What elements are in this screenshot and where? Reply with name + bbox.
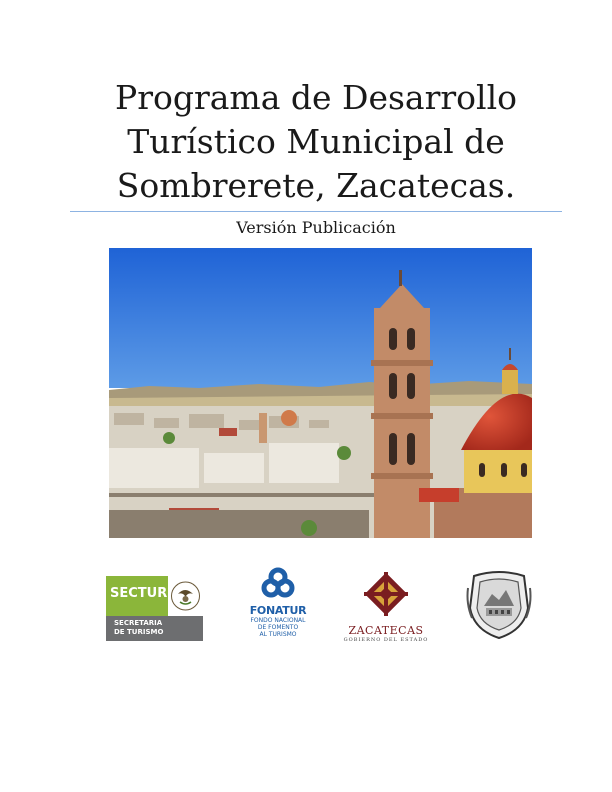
document-subtitle: Versión Publicación <box>236 218 396 237</box>
zacatecas-emblem-icon <box>363 570 409 618</box>
zacatecas-wordmark: ZACATECAS <box>348 624 424 637</box>
fonatur-logo: FONATUR FONDO NACIONAL DE FOMENTO AL TURISMO <box>243 566 313 644</box>
municipal-seal-icon <box>464 568 534 640</box>
sectur-caption: SECRETARIA DE TURISMO <box>106 616 203 641</box>
title-divider <box>70 211 562 212</box>
zacatecas-logo <box>340 570 432 642</box>
fonatur-wordmark: FONATUR <box>249 604 307 617</box>
title-line-1: Programa de Desarrollo <box>114 78 517 117</box>
document-title <box>70 76 562 208</box>
title-line-3: Sombrerete, Zacatecas. <box>116 166 516 205</box>
sectur-wordmark: SECTUR <box>110 586 168 601</box>
fonatur-knot-icon <box>260 566 296 602</box>
mexican-eagle-seal-icon <box>170 580 201 612</box>
title-line-2: Turístico Municipal de <box>127 122 505 161</box>
sectur-logo <box>106 576 203 641</box>
zacatecas-caption: GOBIERNO DEL ESTADO <box>343 637 429 643</box>
cover-photo <box>109 248 532 538</box>
